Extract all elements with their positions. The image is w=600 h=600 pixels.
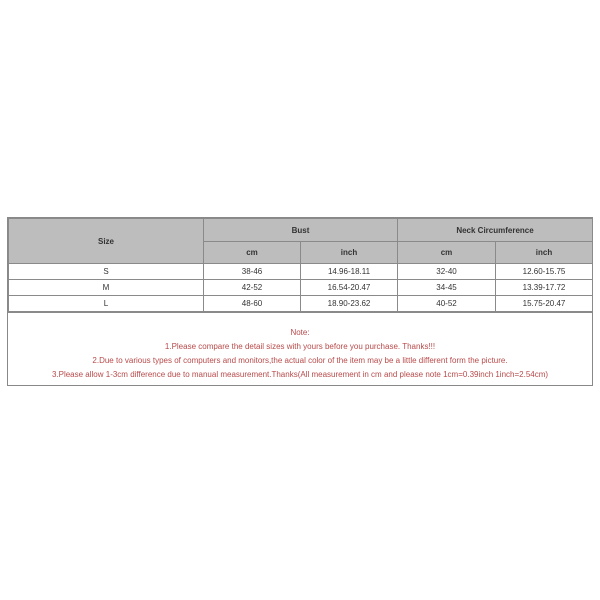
bust-cm-cell: 48-60 — [204, 296, 301, 312]
bust-header: Bust — [204, 219, 398, 242]
unit-header-neck-inch: inch — [496, 242, 593, 264]
neck-circumference-header: Neck Circumference — [398, 219, 593, 242]
unit-header-bust-inch: inch — [301, 242, 398, 264]
neck-inch-cell: 12.60-15.75 — [496, 264, 593, 280]
bust-inch-cell: 18.90-23.62 — [301, 296, 398, 312]
bust-cm-cell: 42-52 — [204, 280, 301, 296]
neck-cm-cell: 34-45 — [398, 280, 496, 296]
neck-cm-cell: 32-40 — [398, 264, 496, 280]
size-chart — [7, 217, 593, 386]
table-row — [9, 264, 593, 280]
note-line: 1.Please compare the detail sizes with yours before you purchase. Thanks!!! — [164, 342, 436, 351]
header-group-row — [9, 219, 593, 242]
unit-header-neck-cm: cm — [398, 242, 496, 264]
neck-cm-cell: 40-52 — [398, 296, 496, 312]
size-cell: M — [9, 280, 204, 296]
size-table — [8, 218, 593, 312]
bust-inch-cell: 14.96-18.11 — [301, 264, 398, 280]
note-line: 3.Please allow 1-3cm difference due to manual measurement.Thanks(All measurement in cm and please note 1cm=0.39inch 1inch=2.54cm) — [51, 370, 549, 379]
notes-heading: Note: — [290, 328, 310, 337]
neck-inch-cell: 15.75-20.47 — [496, 296, 593, 312]
notes-section — [8, 312, 592, 385]
table-row — [9, 280, 593, 296]
size-cell: S — [9, 264, 204, 280]
bust-inch-cell: 16.54-20.47 — [301, 280, 398, 296]
bust-cm-cell: 38-46 — [204, 264, 301, 280]
note-line: 2.Due to various types of computers and monitors,the actual color of the item may be a little different form the picture. — [92, 356, 508, 365]
neck-inch-cell: 13.39-17.72 — [496, 280, 593, 296]
size-cell: L — [9, 296, 204, 312]
size-header: Size — [9, 219, 204, 264]
table-row — [9, 296, 593, 312]
unit-header-bust-cm: cm — [204, 242, 301, 264]
